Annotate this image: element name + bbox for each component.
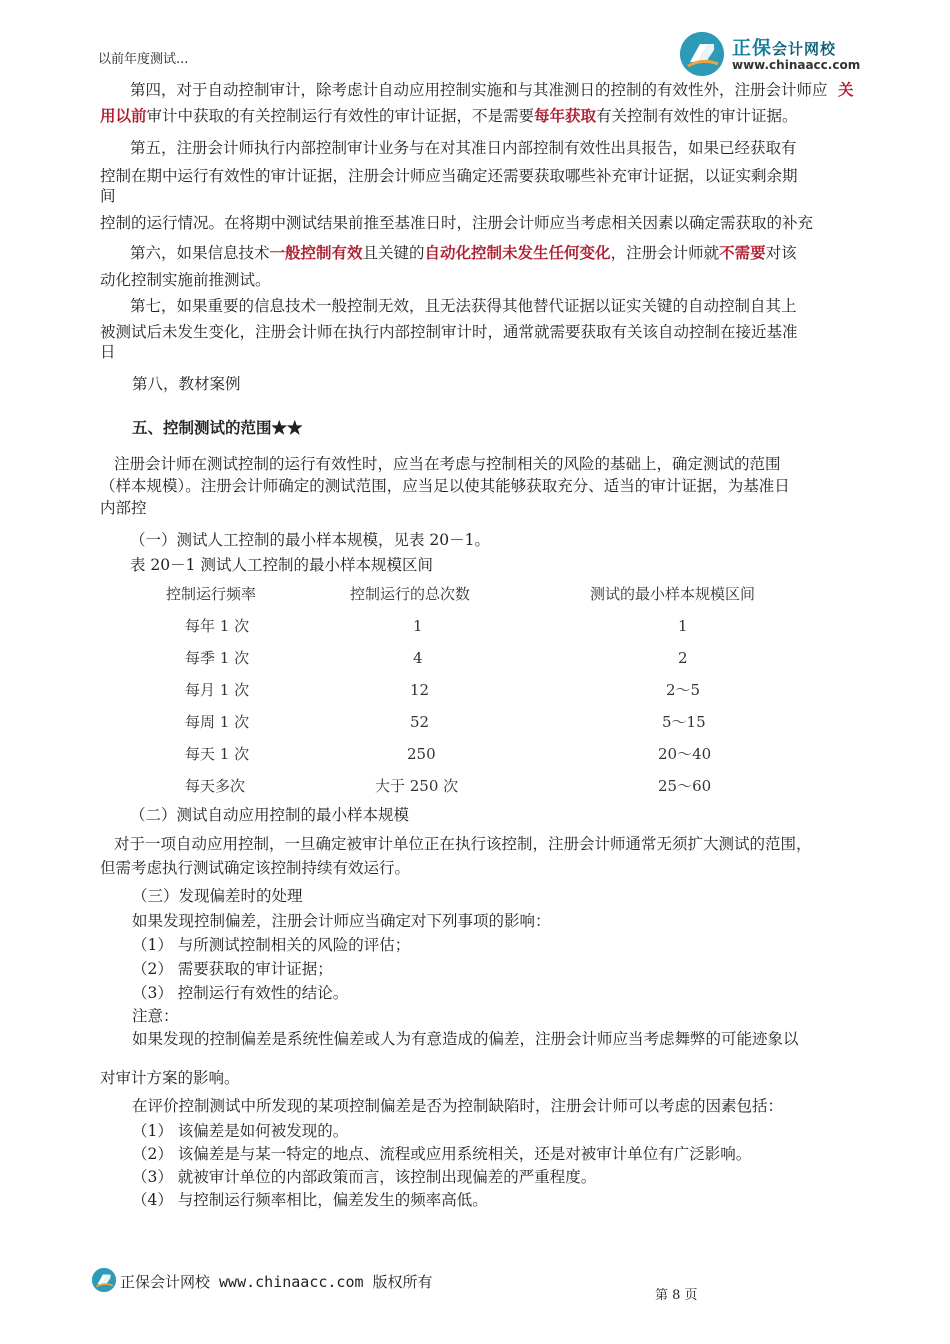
clipped-line-3: 第五，注册会计师执行内部控制审计业务与在对其准日内部控制有效性出具报告，如果已经获取有 [130,139,797,157]
table-cell: 每天 1 次 [185,745,250,763]
para2-line2: 日 [100,343,116,361]
deviation-intro: 如果发现控制偏差，注册会计师应当确定对下列事项的影响： [132,912,551,930]
deviation-item: （3） 控制运行有效性的结论。 [132,984,349,1002]
table-cell: 大于 250 次 [375,777,459,795]
table-cell: 2 [678,649,688,667]
table-cell: 每天多次 [185,777,246,795]
evaluate-intro: 在评价控制测试中所发现的某项控制偏差是否为控制缺陷时，注册会计师可以考虑的因素包括： [132,1097,784,1115]
clipped-line-5: 第六，如果信息技术一般控制有效且关键的自动化控制未发生任何变化，注册会计师就不需要对该 [130,243,797,262]
table-header: 控制运行频率 [166,585,257,603]
para1-line2: 间 [100,187,116,205]
note-label: 注意： [132,1007,179,1025]
note-line1: 如果发现的控制偏差是系统性偏差或人为有意造成的偏差，注册会计师应当考虑舞弊的可能迹象以 [132,1030,799,1048]
table-header: 测试的最小样本规模区间 [590,585,756,603]
table-cell: 250 [407,745,436,763]
clipped-line-2: 用以前审计中获取的有关控制运行有效性的审计证据，不是需要每年获取有关控制有效性的审计证据。 [100,106,798,125]
clipped-line-6: 动化控制实施前推测试。 [100,271,271,289]
table-cell: 每季 1 次 [185,649,250,667]
deviation-item: （2） 需要获取的审计证据； [132,960,333,978]
page-number: 第 8 页 [655,1288,698,1303]
scope-line3: 内部控 [100,499,147,517]
deviation-item: （1） 与所测试控制相关的风险的评估； [132,936,411,954]
auto-line2: 但需考虑执行测试确定该控制持续有效运行。 [100,859,411,877]
sample-size-table [130,578,850,795]
footer-logo-icon [92,1268,116,1292]
evaluate-item: （2） 该偏差是与某一特定的地点、流程或应用系统相关，还是对被审计单位有广泛影响。 [132,1145,752,1163]
sub2: （二）测试自动应用控制的最小样本规模 [130,806,410,824]
clipped-line-1b: 关 [838,80,854,99]
clipped-line-0: 以前年度测试... [98,52,189,67]
clipped-line-1a: 第四，对于自动控制审计，除考虑计自动应用控制实施和与其准测日的控制的有效性外，注册会计师应 [130,81,828,99]
logo-name: 会计网校 [772,40,837,58]
evaluate-item: （4） 与控制运行频率相比，偏差发生的频率高低。 [132,1191,488,1209]
table-cell: 每周 1 次 [185,713,250,731]
table-header: 控制运行的总次数 [350,585,471,603]
clipped-line-7: 第七，如果重要的信息技术一般控制无效，且无法获得其他替代证据以证实关键的自动控制自其上 [130,297,797,315]
auto-line1: 对于一项自动应用控制，一旦确定被审计单位正在执行该控制，注册会计师通常无须扩大测试的范围， [114,835,812,853]
table-cell: 每月 1 次 [185,681,250,699]
logo-url: www.chinaacc.com [732,58,861,72]
evaluate-item: （1） 该偏差是如何被发现的。 [132,1122,349,1140]
table-cell: 4 [413,649,423,667]
table-cell: 52 [410,713,430,731]
table-cell: 12 [410,681,430,699]
table-cell: 2～5 [666,681,701,699]
para1-line1: 控制在期中运行有效性的审计证据，注册会计师应当确定还需要获取哪些补充审计证据，以证实剩余期 [100,167,798,185]
evaluate-item: （3） 就被审计单位的内部政策而言，该控制出现偏差的严重程度。 [132,1168,597,1186]
para2-line1: 被测试后未发生变化，注册会计师在执行内部控制审计时，通常就需要获取有关该自动控制在接近基准 [100,323,798,341]
note-line2: 对审计方案的影响。 [100,1069,240,1087]
scope-line2: （样本规模）。注册会计师确定的测试范围，应当足以使其能够获取充分、适当的审计证据，为基准日 [100,477,790,495]
table-cell: 1 [678,617,688,635]
table-cell: 5～15 [662,713,706,731]
logo-brand: 正保 [732,37,773,59]
clipped-line-4: 控制的运行情况。在将期中测试结果前推至基准日时，注册会计师应当考虑相关因素以确定需获取的补充 [100,214,814,232]
case-line: 第八，教材案例 [132,375,241,393]
table-cell: 每年 1 次 [185,617,250,635]
section-heading: 五、控制测试的范围★★ [132,418,303,437]
sub1: （一）测试人工控制的最小样本规模，见表 20－1。 [130,531,491,549]
logo-icon [680,32,724,76]
scope-line1: 注册会计师在测试控制的运行有效性时，应当在考虑与控制相关的风险的基础上，确定测试的范围 [114,455,781,473]
table-caption: 表 20－1 测试人工控制的最小样本规模区间 [130,556,433,574]
table-cell: 1 [413,617,423,635]
table-cell: 25～60 [658,777,712,795]
table-cell: 20～40 [658,745,712,763]
footer-copyright: 正保会计网校 www.chinaacc.com 版权所有 [120,1273,433,1291]
sub3: （三）发现偏差时的处理 [132,887,303,905]
header-logo [680,30,910,80]
